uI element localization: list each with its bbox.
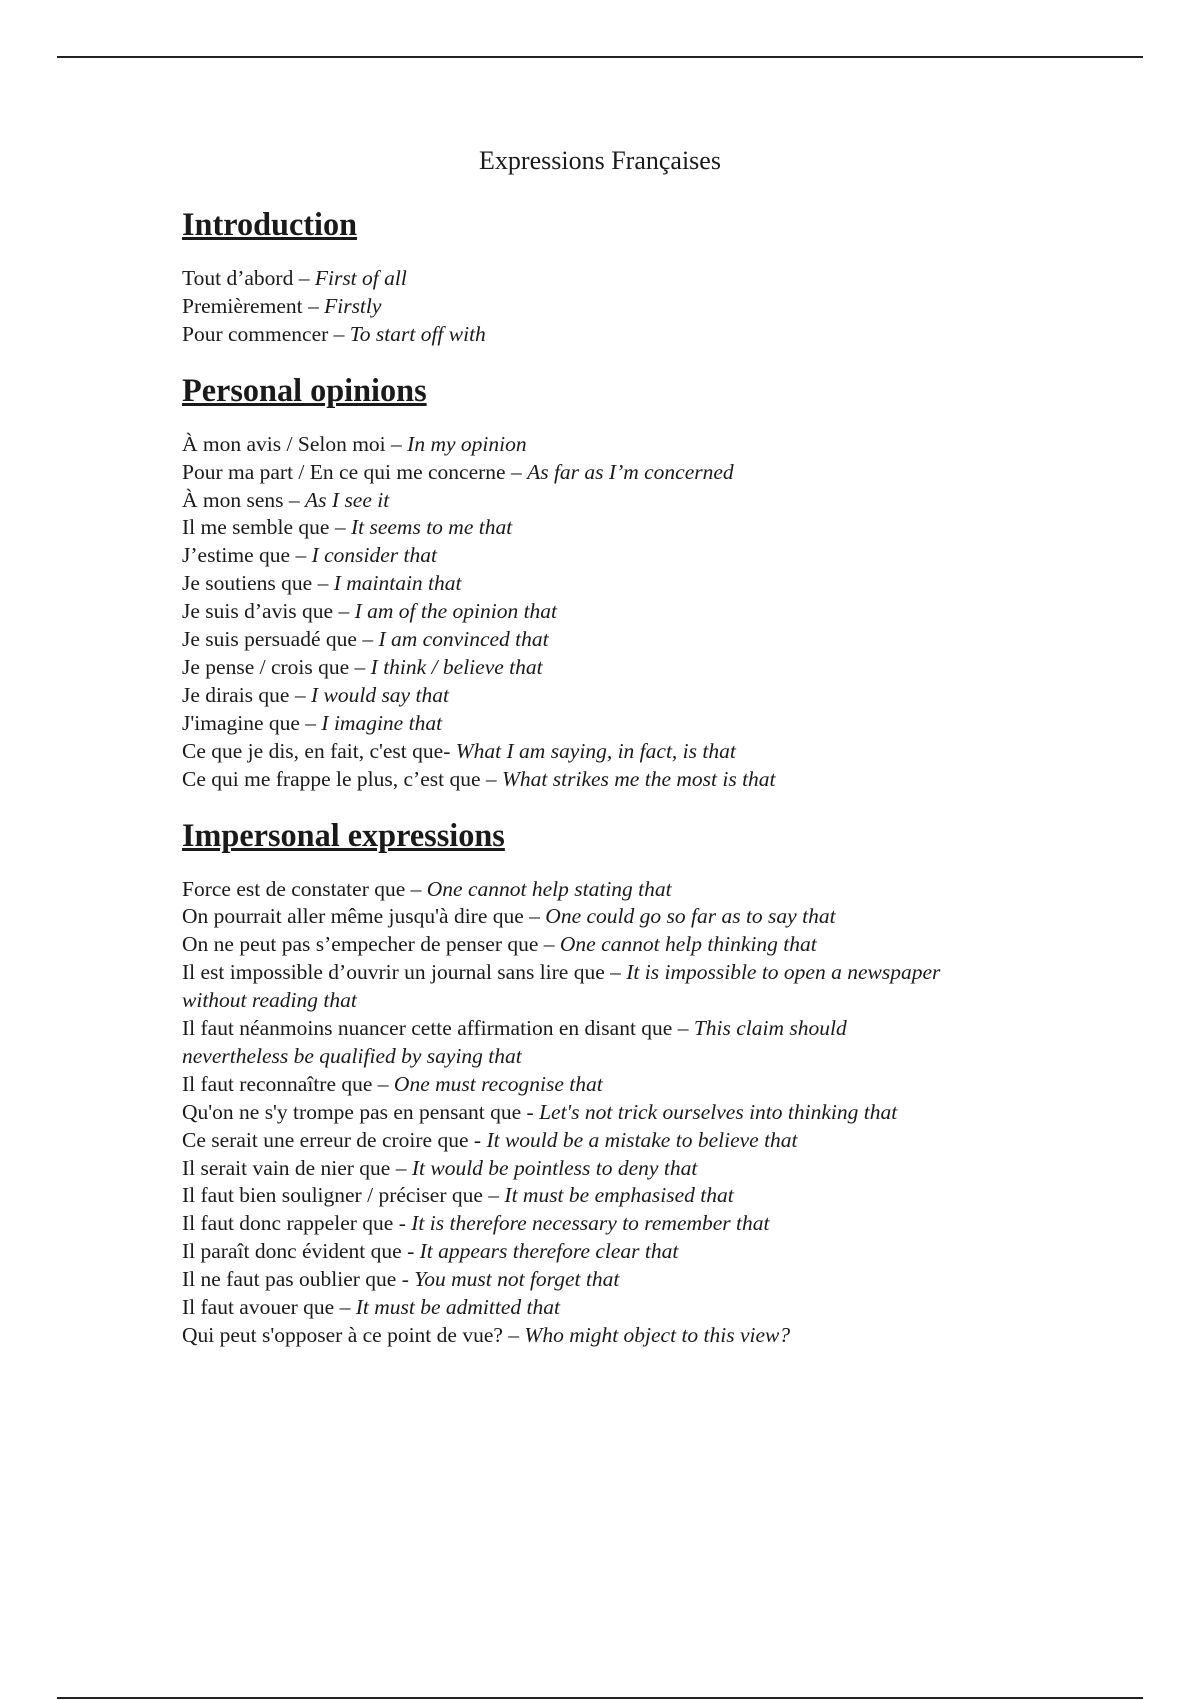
separator: – (290, 543, 312, 568)
separator: – (405, 876, 427, 901)
english-translation: One cannot help stating that (426, 876, 672, 901)
separator: – (302, 293, 325, 318)
list-item (182, 1127, 1082, 1155)
page-title: Expressions Françaises (479, 146, 721, 175)
expression-list (182, 876, 1082, 1350)
section-introduction (182, 206, 1082, 349)
list-item (182, 293, 1082, 321)
list-item (182, 1015, 942, 1071)
list-item (182, 487, 1082, 515)
french-expression: Je pense / crois que (182, 654, 350, 679)
list-item (182, 570, 1082, 598)
english-translation: What strikes me the most is that (502, 766, 776, 791)
list-item (182, 265, 1082, 293)
section-heading: Impersonal expressions (182, 816, 505, 853)
english-translation: What I am saying, in fact, is that (455, 738, 736, 763)
list-item (182, 959, 942, 1015)
top-rule (57, 56, 1143, 58)
french-expression: Il faut bien souligner / préciser que (182, 1183, 483, 1208)
separator: – (505, 459, 528, 484)
french-expression: Il ne faut pas oublier que (182, 1267, 397, 1292)
english-translation: This claim should nevertheless be qualified by saying that (182, 1016, 847, 1068)
french-expression: Je suis d’avis que (182, 599, 334, 624)
french-expression: Ce que je dis, en fait, c'est que (182, 738, 444, 763)
separator: – (372, 1071, 394, 1096)
separator: – (334, 1295, 356, 1320)
list-item (182, 1294, 1082, 1322)
list-item (182, 1155, 1082, 1183)
english-translation: It appears therefore clear that (419, 1239, 679, 1264)
list-item (182, 1322, 1082, 1350)
english-translation: Firstly (324, 293, 382, 318)
english-translation: One could go so far as to say that (545, 904, 836, 929)
separator: – (283, 487, 306, 512)
list-item (182, 626, 1082, 654)
separator: - (396, 1267, 415, 1292)
french-expression: Il faut néanmoins nuancer cette affirmation en disant que (182, 1016, 673, 1041)
separator: – (356, 627, 379, 652)
english-translation: One must recognise that (393, 1071, 603, 1096)
french-expression: On pourrait aller même jusqu'à dire que (182, 904, 524, 929)
list-item (182, 514, 1082, 542)
english-translation: I am of the opinion that (354, 599, 558, 624)
list-item (182, 459, 1082, 487)
section-impersonal-expressions (182, 816, 1082, 1350)
expression-list (182, 265, 1082, 349)
english-translation: I consider that (311, 543, 437, 568)
english-translation: You must not forget that (414, 1267, 620, 1292)
english-translation: In my opinion (407, 431, 527, 456)
separator: – (538, 932, 560, 957)
english-translation: As I see it (305, 487, 390, 512)
list-item (182, 1099, 1082, 1127)
separator: – (329, 515, 351, 540)
separator: - (401, 1239, 420, 1264)
french-expression: Premièrement (182, 293, 303, 318)
separator: – (293, 266, 315, 290)
list-item (182, 654, 1082, 682)
english-translation: It must be admitted that (355, 1295, 560, 1320)
french-expression: J’estime que (182, 543, 291, 568)
french-expression: On ne peut pas s’empecher de penser que (182, 932, 539, 957)
list-item (182, 931, 1082, 959)
french-expression: Il serait vain de nier que (182, 1155, 391, 1180)
bottom-rule (57, 1697, 1143, 1699)
french-expression: À mon sens (182, 487, 284, 512)
list-item (182, 598, 1082, 626)
french-expression: Ce serait une erreur de croire que (182, 1127, 469, 1152)
document-body (182, 206, 1082, 1350)
english-translation: I would say that (310, 682, 449, 707)
french-expression: Il paraît donc évident que (182, 1239, 402, 1264)
separator: - (468, 1127, 487, 1152)
list-item (182, 1182, 1082, 1210)
section-heading: Introduction (182, 206, 358, 242)
separator: – (482, 1183, 505, 1208)
separator: – (299, 710, 322, 735)
english-translation: It would be pointless to deny that (411, 1155, 698, 1180)
french-expression: À mon avis / Selon moi (182, 431, 386, 456)
english-translation: First of all (314, 266, 407, 290)
english-translation: It seems to me that (350, 515, 513, 540)
french-expression: Pour commencer (182, 321, 329, 346)
list-item (182, 1238, 1082, 1266)
list-item (182, 1071, 1082, 1099)
english-translation: Let's not trick ourselves into thinking that (539, 1099, 898, 1124)
list-item (182, 710, 1082, 738)
english-translation: One cannot help thinking that (559, 932, 817, 957)
separator: – (672, 1016, 694, 1041)
english-translation: It must be emphasised that (504, 1183, 734, 1208)
list-item (182, 903, 1082, 931)
english-translation: I am convinced that (378, 627, 549, 652)
list-item (182, 682, 1082, 710)
english-translation: It is therefore necessary to remember that (411, 1211, 770, 1236)
list-item (182, 431, 1082, 459)
english-translation: As far as I’m concerned (527, 459, 734, 484)
separator: – (604, 960, 627, 985)
english-translation: It would be a mistake to believe that (486, 1127, 798, 1152)
english-translation: I imagine that (321, 710, 443, 735)
french-expression: Il est impossible d’ouvrir un journal sans lire que (182, 960, 605, 985)
french-expression: Qu'on ne s'y trompe pas en pensant que (182, 1099, 522, 1124)
expression-list (182, 431, 1082, 794)
french-expression: Qui peut s'opposer à ce point de vue? (182, 1323, 503, 1347)
separator: – (480, 766, 503, 791)
separator: – (385, 431, 408, 456)
separator: – (289, 682, 311, 707)
french-expression: Il me semble que (182, 515, 330, 540)
list-item (182, 1210, 1082, 1238)
separator: – (312, 571, 334, 596)
french-expression: Il faut avouer que (182, 1295, 335, 1320)
english-translation: To start off with (349, 321, 486, 346)
list-item (182, 766, 1082, 794)
section-personal-opinions (182, 371, 1082, 794)
separator: – (349, 654, 371, 679)
french-expression: Ce qui me frappe le plus, c’est que (182, 766, 481, 791)
separator: - (443, 738, 456, 763)
list-item (182, 876, 1082, 904)
french-expression: Il faut donc rappeler que (182, 1211, 394, 1236)
french-expression: J'imagine que (182, 710, 300, 735)
english-translation: I think / believe that (370, 654, 543, 679)
list-item (182, 1266, 1082, 1294)
separator: – (328, 321, 350, 346)
section-heading: Personal opinions (182, 371, 427, 408)
separator: - (393, 1211, 412, 1236)
separator: – (502, 1323, 525, 1347)
french-expression: Force est de constater que (182, 876, 406, 901)
separator: - (521, 1099, 540, 1124)
french-expression: Je suis persuadé que (182, 627, 357, 652)
french-expression: Je soutiens que (182, 571, 313, 596)
english-translation: It is impossible to open a newspaper without reading that (182, 960, 941, 1013)
list-item (182, 738, 1082, 766)
separator: – (333, 599, 355, 624)
french-expression: Il faut reconnaître que (182, 1071, 373, 1096)
french-expression: Pour ma part / En ce qui me concerne (182, 459, 506, 484)
french-expression: Tout d’abord (182, 266, 294, 290)
english-translation: Who might object to this view? (524, 1323, 791, 1347)
english-translation: I maintain that (333, 571, 462, 596)
separator: – (390, 1155, 412, 1180)
french-expression: Je dirais que (182, 682, 290, 707)
separator: – (523, 904, 546, 929)
list-item (182, 542, 1082, 570)
list-item (182, 321, 1082, 349)
